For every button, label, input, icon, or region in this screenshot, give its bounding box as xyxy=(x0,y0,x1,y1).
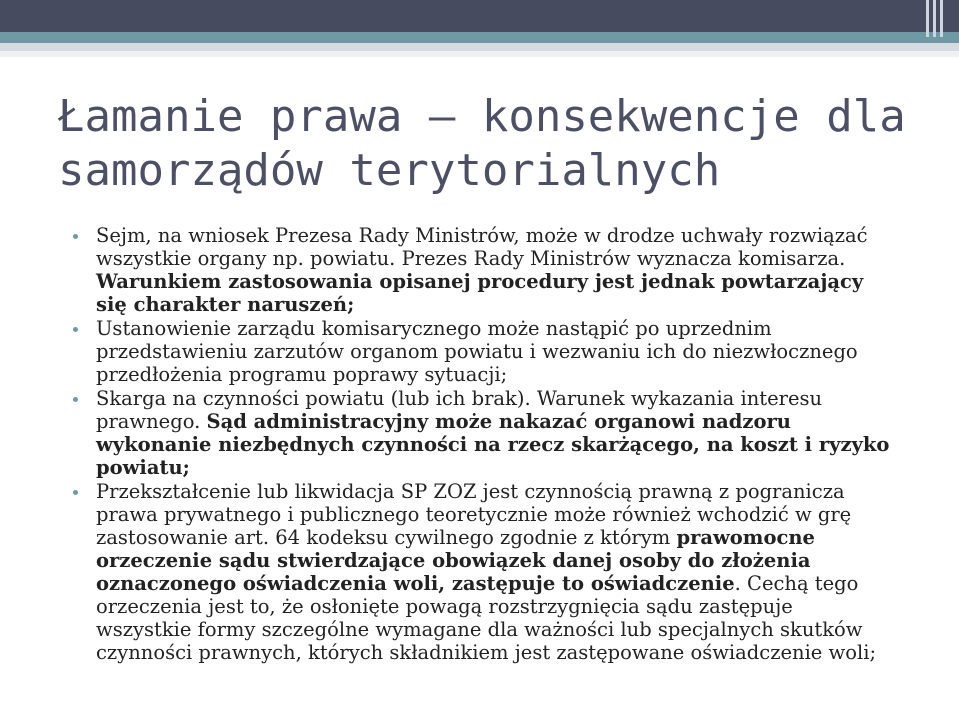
bullet-dot-icon xyxy=(73,327,78,332)
bullet-plain-continued: . Cechą tego orzeczenia jest to, że osłonięte powagą rozstrzygnięcia sądu zastępuje wszystkie formy szczególne wymagane dla ważności lub specjalnych skutków czynności prawnych, których składnikiem jest zastępowane oświadczenie woli; xyxy=(96,572,877,664)
header-accent-bar xyxy=(0,32,959,43)
bullet-item xyxy=(73,317,893,386)
bullet-bold: Sąd administracyjny może nakazać organowi nadzoru wykonanie niezbędnych czynności na rzecz skarżącego, na koszt i ryzyko powiatu; xyxy=(96,410,890,479)
bullet-dot-icon xyxy=(73,490,78,495)
bullet-bold: prawomocne orzeczenie sądu stwierdzające obowiązek danej osoby do złożenia oznaczonego oświadczenia woli, zastępuje to oświadczenie xyxy=(96,526,815,595)
bullet-dot-icon xyxy=(73,234,78,239)
bullet-text xyxy=(96,224,893,316)
bullet-plain: Sejm, na wniosek Prezesa Rady Ministrów, może w drodze uchwały rozwiązać wszystkie organy np. powiatu. Prezes Rady Ministrów wyznacza komisarza. xyxy=(96,224,868,270)
bullet-text xyxy=(96,387,893,479)
bullet-item xyxy=(73,224,893,316)
bullet-text xyxy=(96,317,893,386)
bullet-plain: Ustanowienie zarządu komisarycznego może nastąpić po uprzednim przedstawieniu zarzutów organom powiatu i wezwaniu ich do niezwłocznego przedłożenia programu poprawy sytuacji; xyxy=(96,317,858,386)
header-light-bar xyxy=(0,51,959,57)
bullet-plain: Skarga na czynności powiatu (lub ich brak). Warunek wykazania interesu prawnego. xyxy=(96,387,823,433)
bullet-list xyxy=(73,224,893,665)
bullet-item xyxy=(73,387,893,479)
header-shade-bar xyxy=(0,43,959,51)
bullet-plain: Przekształcenie lub likwidacja SP ZOZ jest czynnością prawną z pogranicza prawa prywatnego i publicznego teoretycznie może również wchodzić w grę zastosowanie art. 64 kodeksu cywilnego zgodnie z którym xyxy=(96,480,852,549)
bullet-item xyxy=(73,480,893,664)
corner-stripes xyxy=(926,0,959,37)
bullet-bold: Warunkiem zastosowania opisanej procedury jest jednak powtarzający się charakter naruszeń; xyxy=(96,270,864,316)
slide-title: Łamanie prawa – konsekwencje dla samorządów terytorialnych xyxy=(58,91,906,196)
header-bar xyxy=(0,0,959,32)
bullet-dot-icon xyxy=(73,397,78,402)
bullet-text xyxy=(96,480,893,664)
